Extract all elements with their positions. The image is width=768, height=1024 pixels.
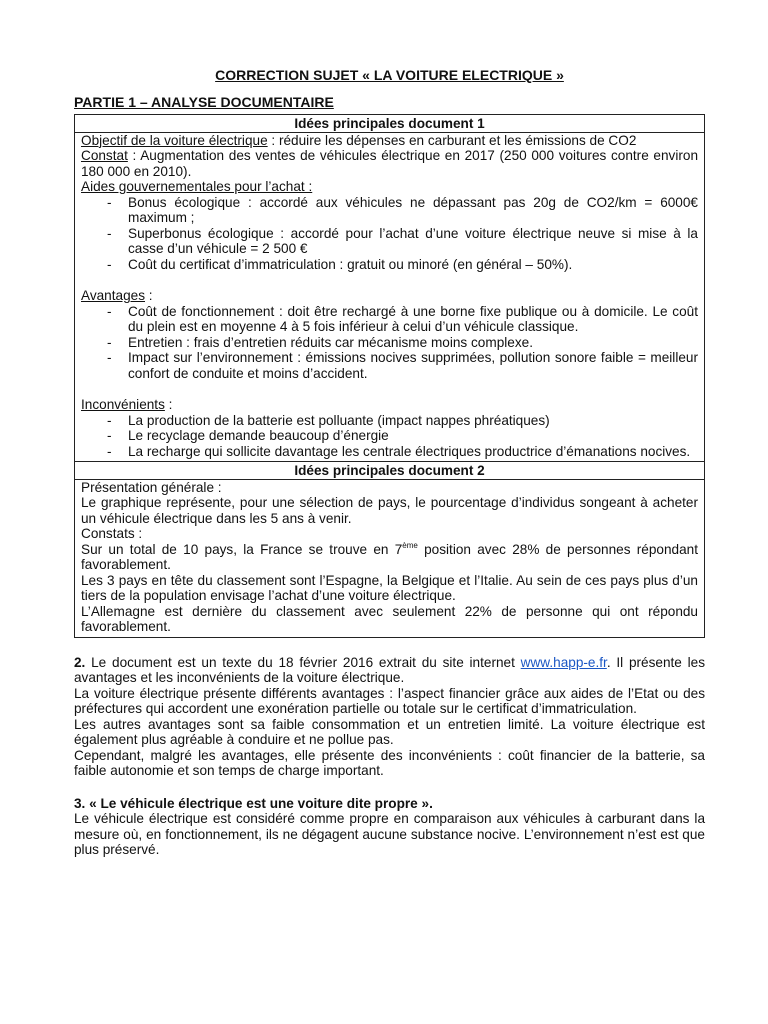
constat-line	[81, 148, 698, 179]
inconvenients-heading	[81, 397, 698, 413]
list-item: - Superbonus écologique : accordé pour l’achat d’une voiture électrique neuve si mise à la casse d’un véhicule = 2 500 €	[81, 226, 698, 257]
list-item: - Entretien : frais d’entretien réduits car mécanisme moins complexe.	[81, 335, 698, 351]
aides-label: Aides gouvernementales pour l’achat :	[81, 179, 313, 194]
part-1-heading: PARTIE 1 – ANALYSE DOCUMENTAIRE	[74, 93, 334, 110]
q2-text-end: . Il présente les avantages et les inconvénients de la voiture électrique.	[74, 654, 705, 685]
doc2-content	[75, 479, 705, 637]
q2-paragraph-1	[74, 655, 705, 686]
constat-text: : Augmentation des ventes de véhicules électrique en 2017 (250 000 voitures contre environ 180 000 en 2010).	[81, 148, 698, 179]
constat-3: L’Allemagne est dernière du classement avec seulement 22% de personne qui ont répondu favorablement.	[81, 603, 698, 634]
objectif-label: Objectif de la voiture électrique	[81, 132, 268, 148]
inconvenients-label: Inconvénients	[81, 397, 165, 412]
q2-number: 2.	[74, 654, 86, 670]
constats-label: Constats :	[81, 526, 143, 541]
avantages-heading	[81, 288, 698, 304]
doc2-header: Idées principales document 2	[75, 462, 705, 480]
doc1-header: Idées principales document 1	[75, 115, 705, 133]
constat-2: Les 3 pays en tête du classement sont l’Espagne, la Belgique et l’Italie. Au sein de ces pays plus d’un tiers de la population envisage l’achat d’une voiture électrique.	[81, 572, 698, 603]
q3-heading-text: « Le véhicule électrique est une voiture dite propre ».	[85, 795, 433, 811]
presentation-text: Le graphique représente, pour une sélection de pays, le pourcentage d’individus songeant à acheter un véhicule électrique dans les 5 ans à venir.	[81, 495, 698, 526]
list-item: - La recharge qui sollicite davantage les centrale électriques productrice d’émanations nocives.	[81, 444, 698, 460]
list-item: - Bonus écologique : accordé aux véhicules ne dépassant pas 20g de CO2/km = 6000€ maximum ;	[81, 195, 698, 226]
q3-number: 3.	[74, 795, 86, 811]
list-item: - Impact sur l’environnement : émissions nocives supprimées, pollution sonore faible = meilleur confort de conduite et moins d’accident.	[81, 350, 698, 381]
document-title: CORRECTION SUJET « LA VOITURE ELECTRIQUE »	[215, 67, 564, 83]
list-item: - Coût du certificat d’immatriculation : gratuit ou minoré (en général – 50%).	[81, 257, 698, 273]
happ-e-link[interactable]: www.happ-e.fr	[520, 654, 607, 670]
document-page	[74, 68, 705, 858]
list-item: - Coût de fonctionnement : doit être rechargé à une borne fixe publique ou à domicile. Le coût du plein est en moyenne 4 à 5 fois inférieur à celui d’un véhicule classique.	[81, 304, 698, 335]
aides-list	[81, 195, 698, 273]
main-ideas-table	[74, 114, 705, 638]
list-item: - La production de la batterie est polluante (impact nappes phréatiques)	[81, 413, 698, 429]
q3-heading	[74, 796, 705, 812]
q2-paragraph-3: Les autres avantages sont sa faible consommation et un entretien limité. La voiture électrique est également plus agréable à conduire et ne pollue pas.	[74, 716, 705, 747]
objectif-text: : réduire les dépenses en carburant et les émissions de CO2	[267, 132, 637, 148]
q2-paragraph-2: La voiture électrique présente différents avantages : l’aspect financier grâce aux aides de l’Etat ou des préfectures qui accordent une exonération partielle ou totale sur le certificat d’immatriculation.	[74, 685, 705, 716]
list-item: - Le recyclage demande beaucoup d’énergie	[81, 428, 698, 444]
q2-text-start: Le document est un texte du 18 février 2016 extrait du site internet	[85, 654, 521, 670]
inconvenients-colon: :	[164, 397, 173, 412]
constat-label: Constat	[81, 148, 128, 163]
q3-paragraph-1: Le véhicule électrique est considéré comme propre en comparaison aux véhicules à carburant dans la mesure où, en fonctionnement, ils ne dégagent aucune substance nocive. L’environnement n’est est que plus préservé.	[74, 811, 705, 857]
constat-1-end: position avec 28% de personnes répondant favorablement.	[81, 541, 699, 572]
objectif-line	[81, 133, 698, 149]
avantages-label: Avantages	[81, 288, 145, 303]
constat-1	[81, 542, 698, 573]
question-3	[74, 796, 705, 858]
avantages-list	[81, 304, 698, 382]
question-2	[74, 655, 705, 779]
q2-paragraph-4: Cependant, malgré les avantages, elle présente des inconvénients : coût financier de la batterie, sa faible autonomie et son temps de charge important.	[74, 747, 705, 778]
constat-1-start: Sur un total de 10 pays, la France se trouve en 7	[81, 541, 403, 557]
ordinal-superscript: ème	[402, 540, 418, 550]
presentation-label: Présentation générale :	[81, 479, 222, 495]
inconvenients-list	[81, 413, 698, 460]
doc1-content	[75, 132, 705, 462]
avantages-colon: :	[145, 288, 153, 303]
